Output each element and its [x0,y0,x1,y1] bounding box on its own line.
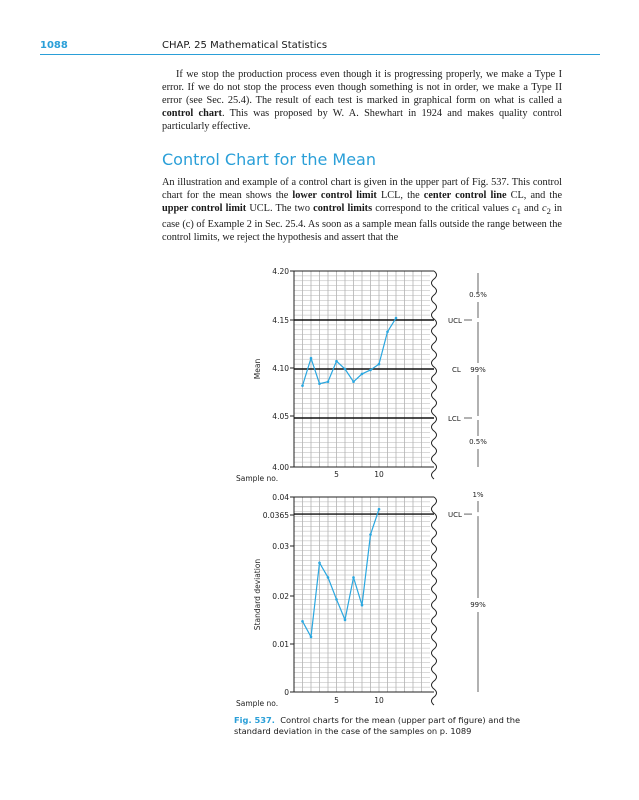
mean-data-point [378,363,381,366]
sd-y-tick-label: 0 [284,688,289,697]
sd-y-axis-label: Standard deviation [253,558,262,631]
mean-ucl-label: UCL [448,317,462,325]
mean-data-point [386,330,389,333]
page-number: 1088 [40,40,68,51]
mean-data-point [352,380,355,383]
figure-caption [234,715,534,737]
mean-data-point [335,360,338,363]
sd-y-tick-label: 0.04 [272,493,289,502]
term-control-limits: control limits [313,203,373,214]
sd-data-point [361,604,364,607]
mean-y-axis-label: Mean [253,358,262,380]
sd-x-axis-label: Sample no. [236,699,279,708]
term-control-chart: control chart [162,108,222,119]
mean-y-tick-label: 4.00 [272,463,289,472]
mean-y-tick-label: 4.05 [272,412,289,421]
mean-data-point [301,384,304,387]
mean-middle-label: 99% [470,366,486,374]
sd-data-point [318,562,321,565]
mean-x-tick-label: 5 [334,470,339,479]
sd-data-point [301,620,304,623]
sd-break-edge [432,497,437,705]
sd-x-tick-label: 5 [334,696,339,705]
sd-series-line [303,509,380,637]
figure-label: Fig. 537. [234,715,275,725]
mean-series-line [303,318,397,386]
mean-y-tick-label: 4.10 [272,364,289,373]
mean-upper-tail-label: 0.5% [469,291,487,299]
sd-data-point [335,598,338,601]
mean-cl-label: CL [452,366,461,374]
section-heading: Control Chart for the Mean [162,150,376,169]
sd-data-point [378,508,381,511]
mean-data-point [369,369,372,372]
sd-y-tick-label: 0.0365 [262,511,289,520]
sd-ucl-label: UCL [448,511,462,520]
paragraph-control-chart: An illustration and example of a control chart is given in the upper part of Fig. 537. This control chart for the mean shows the lower control limit LCL, the center control line CL, and the upper control limit UCL. The two control limits correspond to the critical values $c_1$ and $c_2$ in case (c) of Example 2 in Sec. 25.4. As soon as a sample mean falls outside the range between the control limits, we reject the hypothesis and assert that the [162,177,563,244]
sd-x-tick-label: 10 [374,696,384,705]
mean-data-point [361,373,364,376]
sd-y-tick-label: 0.02 [272,592,289,601]
sd-data-point [310,636,313,639]
mean-lower-tail-label: 0.5% [469,438,487,446]
sd-y-tick-label: 0.01 [272,640,289,649]
mean-x-axis-label: Sample no. [236,474,279,483]
term-cl: center control line [423,190,507,201]
mean-data-point [310,357,313,360]
sd-data-point [344,619,347,622]
sd-data-point [327,576,330,579]
mean-x-tick-label: 10 [374,470,384,479]
sd-middle-label: 99% [470,601,486,609]
term-ucl: upper control limit [162,203,247,214]
mean-data-point [327,380,330,383]
mean-data-point [344,368,347,371]
mean-y-tick-label: 4.20 [272,267,289,276]
mean-y-tick-label: 4.15 [272,316,289,325]
mean-data-point [318,382,321,385]
caption-text: Control charts for the mean (upper part of figure) and the standard deviation in the case of the samples on p. 1089 [234,715,521,736]
mean-lcl-label: LCL [448,415,461,423]
term-lcl: lower control limit [292,190,377,201]
mean-break-edge [432,271,437,479]
sd-data-point [369,533,372,536]
sd-upper-tail-label: 1% [472,491,484,499]
sd-data-point [352,576,355,579]
paragraph-intro: If we stop the production process even though it is progressing properly, we make a Type I error. If we do not stop the process even though something is not in order, we make a Type II error (see Sec. 25.4). The result of each test is marked in graphical form on what is called a control chart. This was proposed by W. A. Shewhart in 1924 and makes quality control particularly effective. [162,69,562,132]
chapter-title: CHAP. 25 Mathematical Statistics [162,40,328,51]
mean-data-point [395,317,398,320]
sd-y-tick-label: 0.03 [272,542,289,551]
